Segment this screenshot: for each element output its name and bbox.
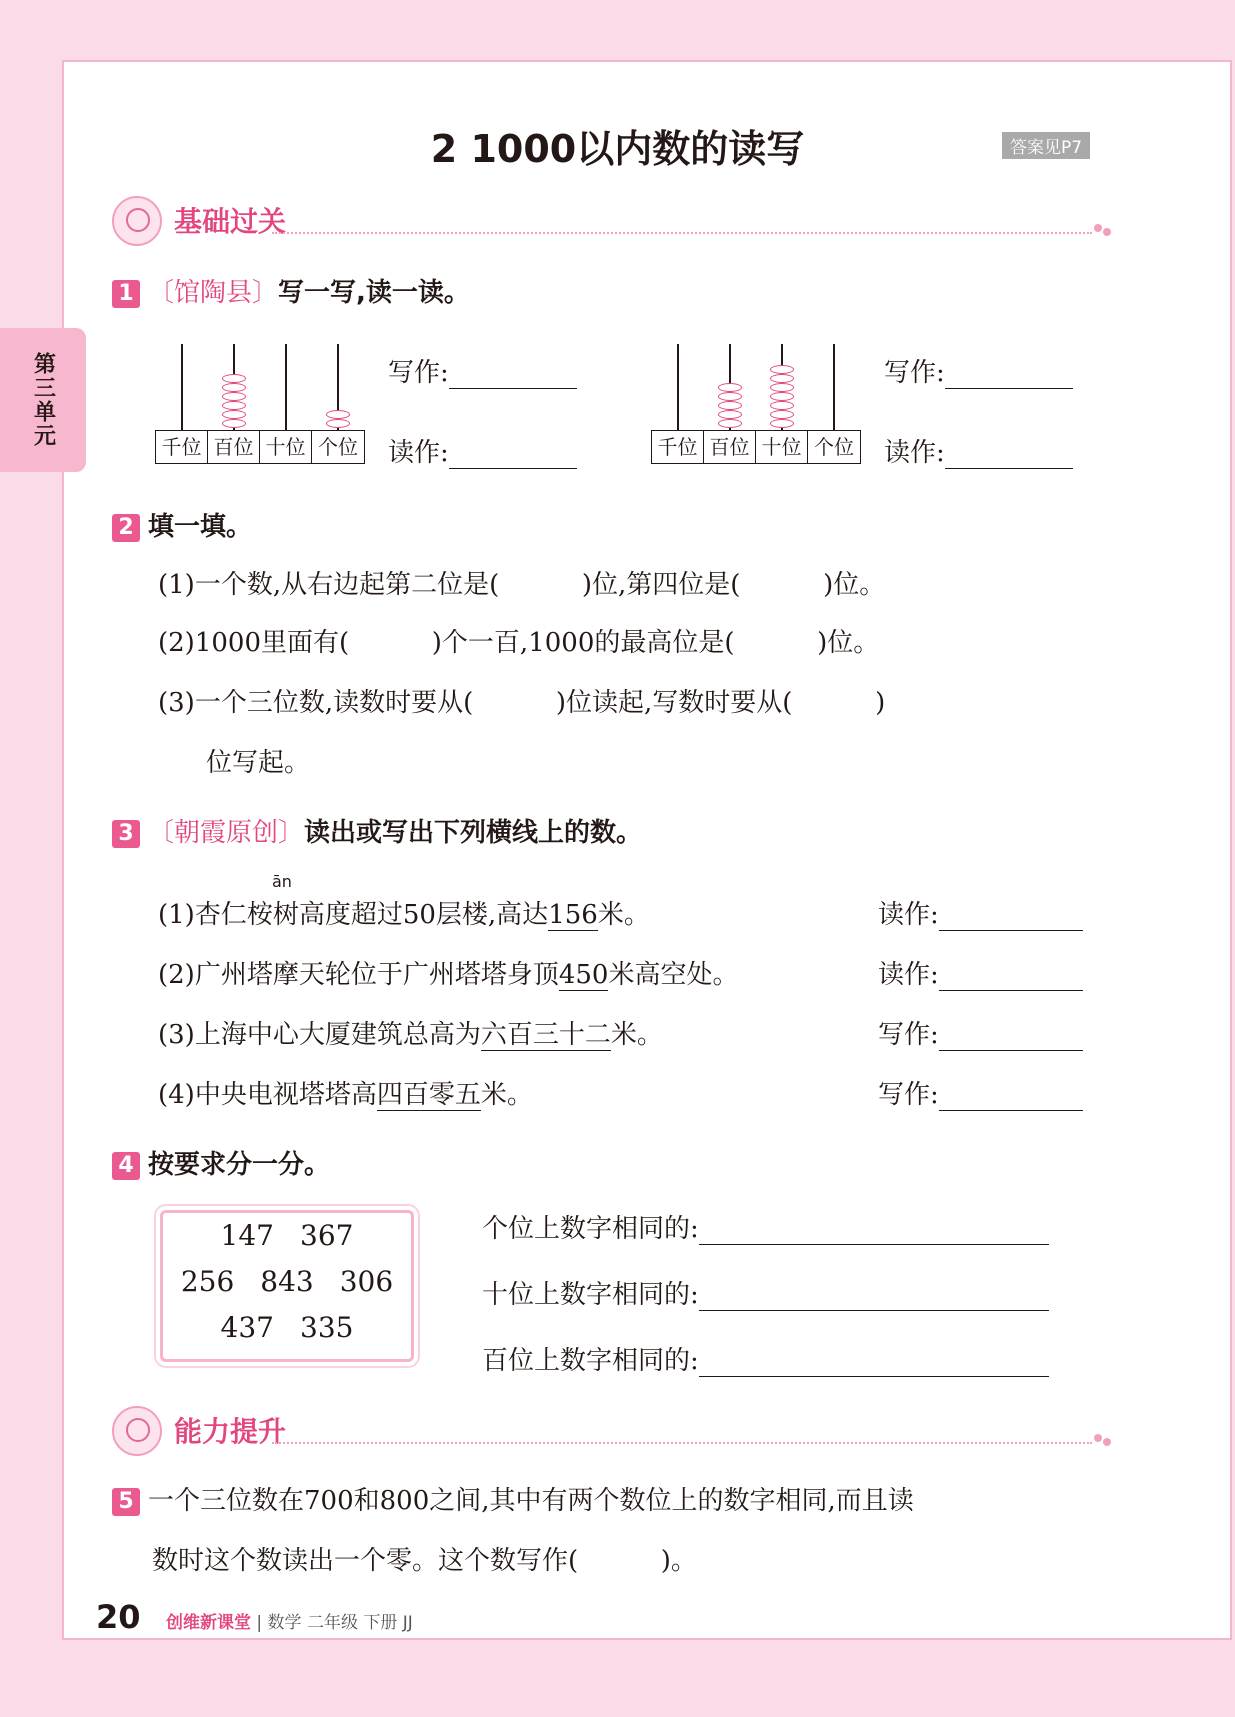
write-label: 写作: [388, 358, 449, 388]
underlined-number: 六百三十二 [480, 1020, 611, 1050]
question-3 [112, 812, 642, 849]
abacus-bead [718, 419, 742, 428]
q3-answer-2 [878, 954, 1083, 991]
q4-prompt-ones [482, 1208, 1049, 1245]
number: 306 [339, 1265, 394, 1298]
answer-blank[interactable] [945, 388, 1073, 389]
question-5 [112, 1480, 914, 1517]
read-label: 读作: [878, 960, 939, 990]
q1-right-write [884, 352, 1073, 389]
section-header-advanced [112, 1404, 1112, 1456]
question-number: 4 [112, 1152, 140, 1180]
q2-line-4: 位写起。 [206, 748, 311, 778]
prompt-text: 个位上数字相同的: [482, 1214, 699, 1244]
abacus-rod [285, 344, 287, 430]
mascot-icon [112, 1406, 162, 1456]
question-number: 3 [112, 820, 140, 848]
underlined-number: 450 [558, 960, 609, 990]
question-number: 5 [112, 1488, 140, 1516]
question-text: 读出或写出下列横线上的数。 [304, 818, 643, 848]
item-text: 米。 [597, 900, 650, 930]
q4-prompt-tens [482, 1274, 1049, 1311]
question-text: 按要求分一分。 [148, 1150, 331, 1180]
question-2 [112, 506, 252, 543]
decor-dots-icon [1094, 1434, 1112, 1448]
mascot-icon [112, 196, 162, 246]
prompt-text: 十位上数字相同的: [482, 1280, 699, 1310]
q3-answer-3 [878, 1014, 1083, 1051]
page-title: 2 1000以内数的读写 [430, 127, 805, 171]
question-text: 一个三位数在700和800之间,其中有两个数位上的数字相同,而且读 [148, 1486, 914, 1516]
footer-info [166, 1608, 413, 1633]
answer-blank[interactable] [939, 1110, 1083, 1111]
q2-line-3: (3)一个三位数,读数时要从( )位读起,写数时要从( ) [158, 688, 886, 718]
abacus-bead [770, 374, 794, 383]
abacus-bead [718, 401, 742, 410]
answer-blank[interactable] [449, 388, 577, 389]
answer-blank[interactable] [699, 1244, 1049, 1245]
abacus-bead [222, 419, 246, 428]
footer-book-info: | 数学 二年级 下册 JJ [256, 1613, 413, 1633]
read-label: 读作: [388, 438, 449, 468]
answer-blank[interactable] [939, 1050, 1083, 1051]
abacus-bead [718, 383, 742, 392]
item-text: (1)杏仁桉树高度超过50层楼,高达 [158, 900, 549, 930]
abacus-bead [770, 401, 794, 410]
place-label: 百位 [704, 431, 756, 463]
abacus-bead [222, 401, 246, 410]
page-number: 20 [96, 1598, 141, 1636]
question-4 [112, 1144, 330, 1181]
item-text: (3)上海中心大厦建筑总高为 [158, 1020, 481, 1050]
number: 843 [260, 1265, 314, 1298]
item-text: (4)中央电视塔塔高 [158, 1080, 377, 1110]
number-row [163, 1213, 411, 1259]
abacus-rod [677, 344, 679, 430]
place-label: 千位 [156, 431, 208, 463]
q4-prompt-hundreds [482, 1340, 1049, 1377]
question-text: 写一写,读一读。 [278, 278, 470, 308]
number: 147 [220, 1219, 274, 1252]
answer-blank[interactable] [939, 990, 1083, 991]
abacus-bead [770, 410, 794, 419]
abacus-place-labels [651, 430, 861, 464]
question-1 [112, 272, 470, 309]
q1-left-read [388, 432, 577, 469]
place-label: 十位 [260, 431, 312, 463]
dotted-divider [272, 1442, 1092, 1444]
answer-blank[interactable] [945, 468, 1073, 469]
number: 437 [220, 1311, 274, 1344]
question-number: 1 [112, 280, 140, 308]
abacus-bead [222, 374, 246, 383]
q3-answer-1 [878, 894, 1083, 931]
footer-brand: 创维新课堂 [166, 1613, 251, 1633]
write-label: 写作: [878, 1020, 939, 1050]
q3-item-1 [158, 894, 650, 931]
abacus-bead [326, 410, 350, 419]
number-box [160, 1210, 414, 1362]
number: 335 [300, 1311, 354, 1344]
read-label: 读作: [884, 438, 945, 468]
underlined-number: 156 [548, 900, 598, 930]
unit-side-tab [0, 328, 86, 472]
item-text: 米。 [480, 1080, 533, 1110]
abacus-rod [181, 344, 183, 430]
q1-left-write [388, 352, 577, 389]
abacus-bead [770, 392, 794, 401]
pinyin-annotation: ān [272, 872, 292, 891]
question-text: 填一填。 [148, 512, 253, 542]
number: 256 [180, 1265, 235, 1298]
answer-blank[interactable] [939, 930, 1083, 931]
question-source: 〔馆陶县〕 [148, 278, 279, 308]
abacus-bead [770, 365, 794, 374]
abacus-bead [770, 383, 794, 392]
unit-label: 第三单元 [30, 352, 56, 448]
question-source: 〔朝霞原创〕 [148, 818, 305, 848]
number: 367 [300, 1219, 354, 1252]
answer-blank[interactable] [699, 1310, 1049, 1311]
q3-item-4 [158, 1074, 533, 1111]
write-label: 写作: [884, 358, 945, 388]
prompt-text: 百位上数字相同的: [482, 1346, 699, 1376]
abacus-right [651, 340, 863, 464]
abacus-place-labels [155, 430, 365, 464]
place-label: 十位 [756, 431, 808, 463]
answer-blank[interactable] [449, 468, 577, 469]
abacus-bead [222, 410, 246, 419]
item-text: 米。 [610, 1020, 663, 1050]
place-label: 百位 [208, 431, 260, 463]
q3-answer-4 [878, 1074, 1083, 1111]
abacus-bead [222, 383, 246, 392]
abacus-bead [718, 392, 742, 401]
answer-blank[interactable] [699, 1376, 1049, 1377]
abacus-bead [770, 419, 794, 428]
underlined-number: 四百零五 [376, 1080, 481, 1110]
section-header-basic [112, 194, 1112, 246]
abacus-bead [326, 419, 350, 428]
abacus-left [155, 340, 367, 464]
q3-item-3 [158, 1014, 663, 1051]
place-label: 个位 [318, 435, 358, 459]
section-title-advanced: 能力提升 [174, 1415, 287, 1448]
number-row [163, 1259, 411, 1305]
item-text: (2)广州塔摩天轮位于广州塔塔身顶 [158, 960, 559, 990]
q3-item-2 [158, 954, 739, 991]
abacus-bead [222, 392, 246, 401]
dotted-divider [272, 232, 1092, 234]
write-label: 写作: [878, 1080, 939, 1110]
place-label: 千位 [652, 431, 704, 463]
question-text-line2: 数时这个数读出一个零。这个数写作( )。 [152, 1546, 697, 1576]
answer-reference-badge: 答案见P7 [1002, 132, 1090, 159]
section-title-basic: 基础过关 [174, 205, 287, 238]
number-row [163, 1305, 411, 1351]
decor-dots-icon [1094, 224, 1112, 238]
q2-line-1: (1)一个数,从右边起第二位是( )位,第四位是( )位。 [158, 570, 886, 600]
abacus-bead [718, 410, 742, 419]
question-number: 2 [112, 514, 140, 542]
q2-line-2: (2)1000里面有( )个一百,1000的最高位是( )位。 [158, 628, 880, 658]
read-label: 读作: [878, 900, 939, 930]
abacus-rod [833, 344, 835, 430]
q1-right-read [884, 432, 1073, 469]
item-text: 米高空处。 [608, 960, 739, 990]
place-label: 个位 [814, 435, 854, 459]
